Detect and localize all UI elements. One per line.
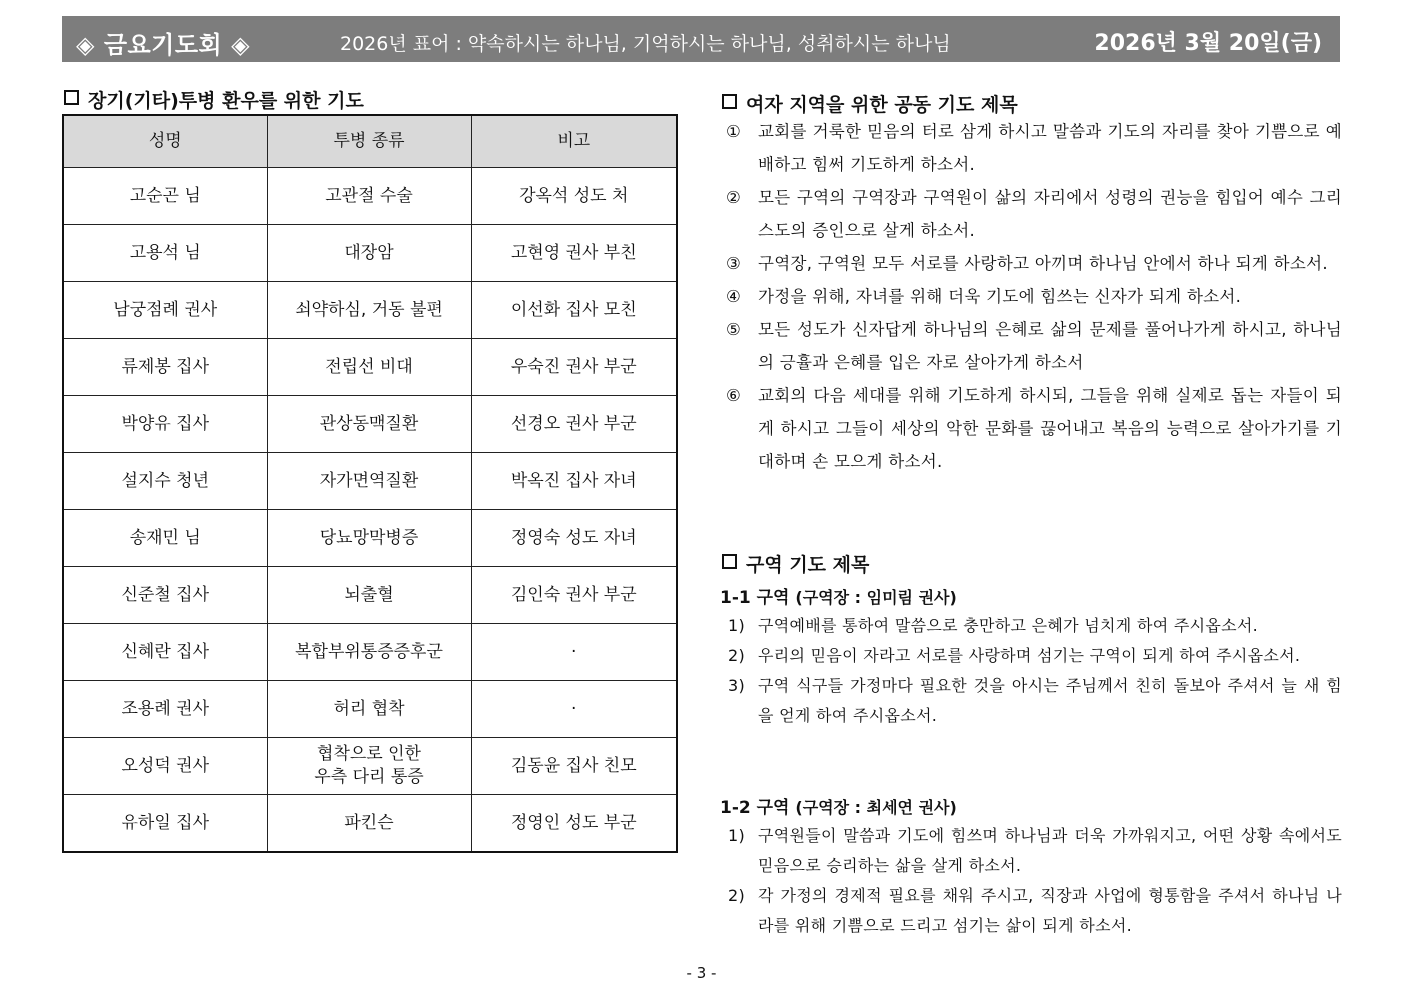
cell-illness: 관상동맥질환 bbox=[267, 396, 471, 453]
table-row bbox=[63, 225, 677, 282]
checkbox-square-icon bbox=[64, 90, 79, 105]
item-text: 교회를 거룩한 믿음의 터로 삼게 하시고 말씀과 기도의 자리를 찾아 기쁨으로 예배하고 힘써 기도하게 하소서. bbox=[758, 122, 1342, 174]
header-date: 2026년 3월 20일(금) bbox=[1094, 31, 1322, 56]
item-number: 1) bbox=[728, 826, 746, 845]
item-number: 2) bbox=[728, 886, 746, 905]
column-header-illness: 투병 종류 bbox=[267, 115, 471, 168]
cell-illness: 자가면역질환 bbox=[267, 453, 471, 510]
cell-illness-line: 우측 다리 통증 bbox=[314, 767, 424, 787]
cell-note: 우숙진 권사 부군 bbox=[471, 339, 677, 396]
district-leader: (구역장 : 임미림 권사) bbox=[795, 588, 957, 607]
item-text: 모든 성도가 신자답게 하나님의 은혜로 삶의 문제를 풀어나가게 하시고, 하나님의 긍휼과 은혜를 입은 자로 살아가게 하소서 bbox=[758, 320, 1342, 372]
cell-name: 조용례 권사 bbox=[63, 681, 267, 738]
district-name: 1-1 구역 bbox=[720, 588, 790, 608]
item-text: 우리의 믿음이 자라고 서로를 사랑하며 섬기는 구역이 되게 하여 주시옵소서. bbox=[758, 646, 1301, 665]
cell-name: 류제봉 집사 bbox=[63, 339, 267, 396]
cell-note: 고현영 권사 부친 bbox=[471, 225, 677, 282]
table-row bbox=[63, 567, 677, 624]
cell-illness: 대장암 bbox=[267, 225, 471, 282]
item-text: 구역 식구들 가정마다 필요한 것을 아시는 주님께서 친히 돌보아 주셔서 늘 새 힘을 얻게 하여 주시옵소서. bbox=[758, 676, 1342, 725]
cell-illness-line: 협착으로 인한 bbox=[317, 744, 421, 764]
cell-illness: 쇠약하심, 거동 불편 bbox=[267, 282, 471, 339]
item-text: 구역예배를 통하여 말씀으로 충만하고 은혜가 넘치게 하여 주시옵소서. bbox=[758, 616, 1259, 635]
cell-note: 선경오 권사 부군 bbox=[471, 396, 677, 453]
column-header-note: 비고 bbox=[471, 115, 677, 168]
cell-name: 고순곤 님 bbox=[63, 168, 267, 225]
item-number: ⑥ bbox=[726, 386, 742, 405]
item-text: 구역원들이 말씀과 기도에 힘쓰며 하나님과 더욱 가까워지고, 어떤 상황 속에서도 믿음으로 승리하는 삶을 살게 하소서. bbox=[758, 826, 1342, 875]
cell-note: · bbox=[471, 624, 677, 681]
table-row bbox=[63, 282, 677, 339]
illness-table bbox=[62, 114, 678, 853]
district-heading bbox=[720, 583, 957, 608]
item-number: 2) bbox=[728, 646, 746, 665]
item-number: ④ bbox=[726, 287, 742, 306]
cell-name: 고용석 님 bbox=[63, 225, 267, 282]
header-motto: 2026년 표어 : 약속하시는 하나님, 기억하시는 하나님, 성취하시는 하나님 bbox=[340, 33, 951, 55]
table-row bbox=[63, 168, 677, 225]
list-item bbox=[728, 641, 1342, 671]
cell-name: 유하일 집사 bbox=[63, 795, 267, 853]
table-row bbox=[63, 795, 677, 853]
list-item bbox=[726, 247, 1342, 280]
cell-illness: 고관절 수술 bbox=[267, 168, 471, 225]
cell-illness: 전립선 비대 bbox=[267, 339, 471, 396]
list-item bbox=[726, 181, 1342, 247]
checkbox-square-icon bbox=[722, 554, 737, 569]
illness-section-title: 장기(기타)투병 환우를 위한 기도 bbox=[64, 86, 364, 113]
item-text: 교회의 다음 세대를 위해 기도하게 하시되, 그들을 위해 실제로 돕는 자들이 되게 하시고 그들이 세상의 악한 문화를 끊어내고 복음의 능력으로 살아가기를 기대하며 손 모으게 하소서. bbox=[758, 386, 1342, 471]
women-prayer-list bbox=[726, 115, 1342, 478]
cell-note: 김동윤 집사 친모 bbox=[471, 738, 677, 795]
list-item bbox=[726, 115, 1342, 181]
table-row bbox=[63, 624, 677, 681]
district-prayer-list bbox=[728, 821, 1342, 941]
cell-illness: 파킨슨 bbox=[267, 795, 471, 853]
item-text: 구역장, 구역원 모두 서로를 사랑하고 아끼며 하나님 안에서 하나 되게 하소서. bbox=[758, 254, 1328, 273]
cell-note: 박옥진 집사 자녀 bbox=[471, 453, 677, 510]
item-text: 각 가정의 경제적 필요를 채워 주시고, 직장과 사업에 형통함을 주셔서 하나님 나라를 위해 기쁨으로 드리고 섬기는 삶이 되게 하소서. bbox=[758, 886, 1342, 935]
table-row bbox=[63, 453, 677, 510]
cell-note: 이선화 집사 모친 bbox=[471, 282, 677, 339]
cell-illness: 허리 협착 bbox=[267, 681, 471, 738]
cell-name: 송재민 님 bbox=[63, 510, 267, 567]
cell-name: 설지수 청년 bbox=[63, 453, 267, 510]
cell-illness: 뇌출혈 bbox=[267, 567, 471, 624]
cell-note: · bbox=[471, 681, 677, 738]
item-number: ① bbox=[726, 122, 742, 141]
table-row bbox=[63, 396, 677, 453]
page-number: - 3 - bbox=[686, 964, 717, 982]
table-row bbox=[63, 681, 677, 738]
district-heading bbox=[720, 793, 957, 818]
cell-note: 정영인 성도 부군 bbox=[471, 795, 677, 853]
district-section-title: 구역 기도 제목 bbox=[722, 550, 869, 577]
item-number: ⑤ bbox=[726, 320, 742, 339]
cell-name: 남궁점례 권사 bbox=[63, 282, 267, 339]
district-name: 1-2 구역 bbox=[720, 798, 790, 818]
cell-illness bbox=[267, 738, 471, 795]
women-section-title: 여자 지역을 위한 공동 기도 제목 bbox=[722, 90, 1018, 117]
cell-illness: 당뇨망막병증 bbox=[267, 510, 471, 567]
item-number: ② bbox=[726, 188, 742, 207]
column-header-name: 성명 bbox=[63, 115, 267, 168]
cell-illness: 복합부위통증증후군 bbox=[267, 624, 471, 681]
district-leader: (구역장 : 최세연 권사) bbox=[795, 798, 957, 817]
item-text: 모든 구역의 구역장과 구역원이 삶의 자리에서 성령의 권능을 힘입어 예수 그리스도의 증인으로 살게 하소서. bbox=[758, 188, 1342, 240]
table-row bbox=[63, 738, 677, 795]
item-text: 가정을 위해, 자녀를 위해 더욱 기도에 힘쓰는 신자가 되게 하소서. bbox=[758, 287, 1242, 306]
cell-name: 신혜란 집사 bbox=[63, 624, 267, 681]
header-title: ◈ 금요기도회 ◈ bbox=[76, 31, 251, 59]
cell-note: 김인숙 권사 부군 bbox=[471, 567, 677, 624]
table-header-row bbox=[63, 115, 677, 168]
list-item bbox=[728, 881, 1342, 941]
district-prayer-list bbox=[728, 611, 1342, 731]
cell-note: 강옥석 성도 처 bbox=[471, 168, 677, 225]
item-number: ③ bbox=[726, 254, 742, 273]
item-number: 3) bbox=[728, 676, 746, 695]
list-item bbox=[728, 611, 1342, 641]
cell-name: 박양유 집사 bbox=[63, 396, 267, 453]
list-item bbox=[726, 313, 1342, 379]
table-row bbox=[63, 339, 677, 396]
cell-name: 신준철 집사 bbox=[63, 567, 267, 624]
list-item bbox=[728, 821, 1342, 881]
table-row bbox=[63, 510, 677, 567]
checkbox-square-icon bbox=[722, 94, 737, 109]
list-item bbox=[728, 671, 1342, 731]
item-number: 1) bbox=[728, 616, 746, 635]
cell-note: 정영숙 성도 자녀 bbox=[471, 510, 677, 567]
header-bar bbox=[62, 16, 1340, 62]
cell-name: 오성덕 권사 bbox=[63, 738, 267, 795]
list-item bbox=[726, 280, 1342, 313]
list-item bbox=[726, 379, 1342, 478]
